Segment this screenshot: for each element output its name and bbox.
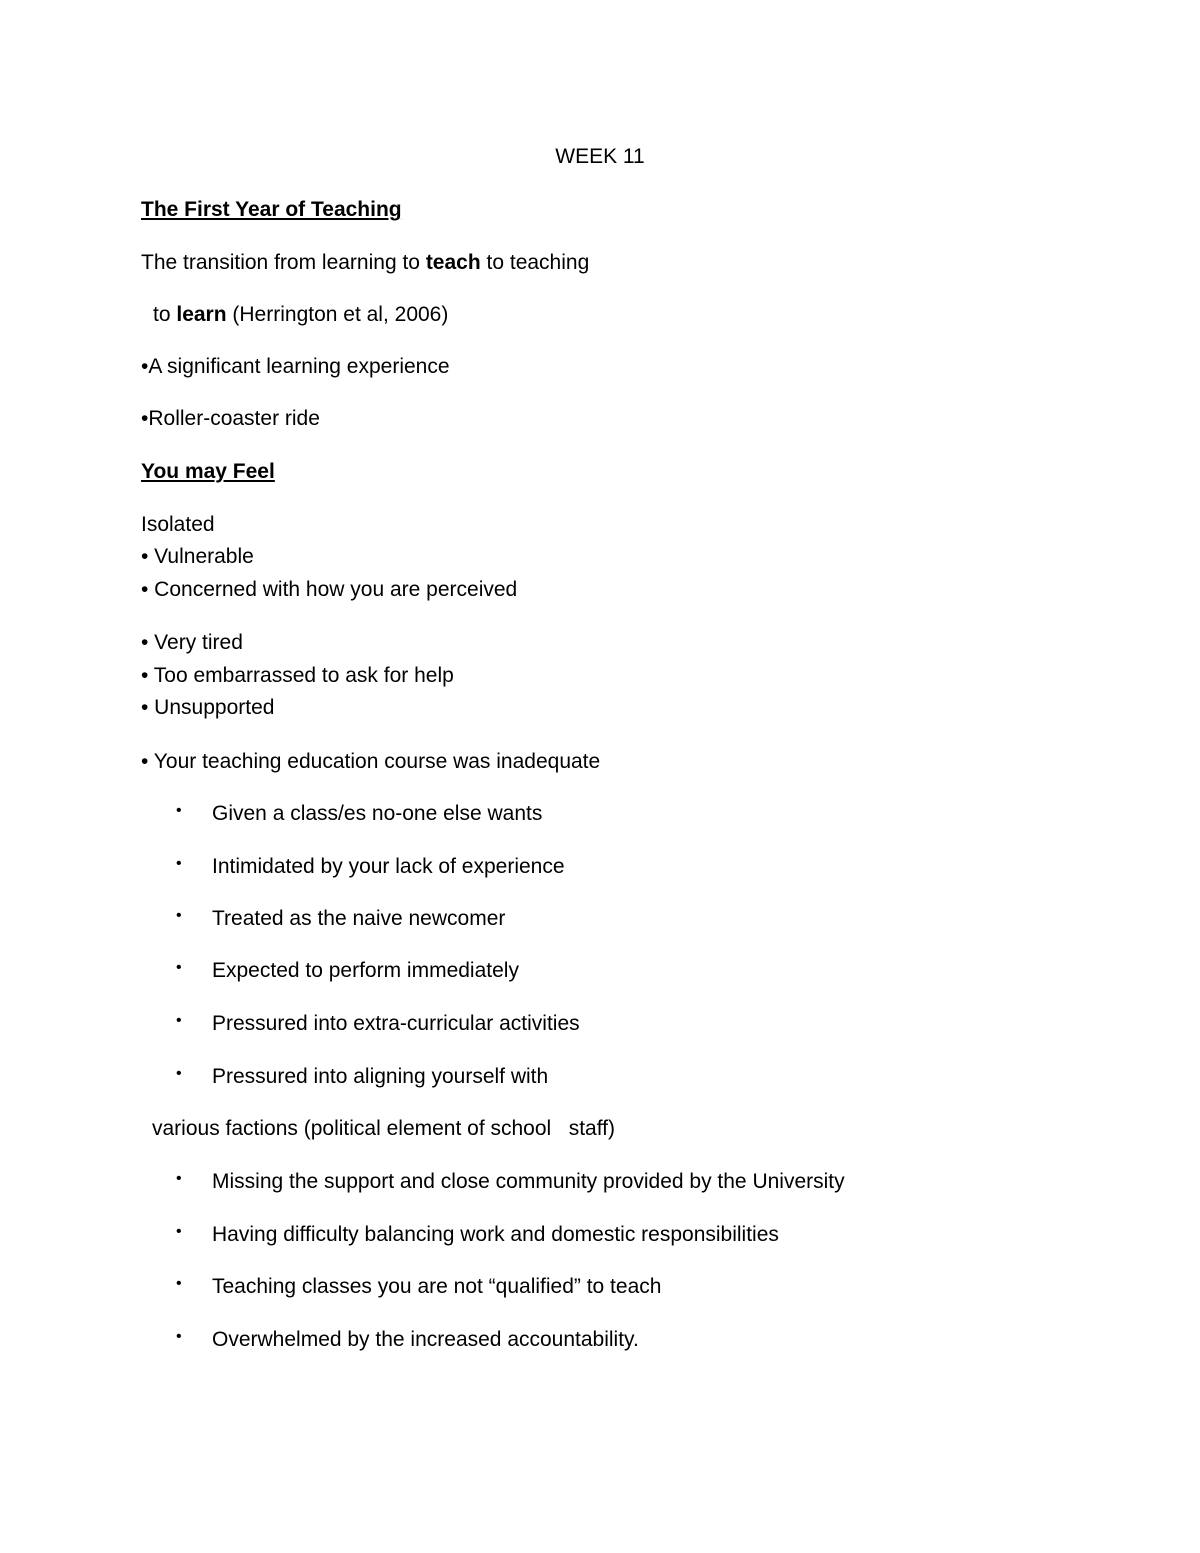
feel-item: • Unsupported <box>141 696 275 719</box>
section-heading-first-year: The First Year of Teaching <box>141 198 402 221</box>
transition-line-2-post: (Herrington et al, 2006) <box>226 303 449 326</box>
transition-line-1-post: to teaching <box>480 251 590 274</box>
bullet-glyph: • <box>176 1065 182 1082</box>
list-item-text: Expected to perform immediately <box>212 959 519 982</box>
feel-item: • Vulnerable <box>141 545 254 568</box>
list-item-text: Pressured into aligning yourself with <box>212 1065 549 1088</box>
transition-line-2 <box>153 304 448 325</box>
feel-item-isolated: Isolated <box>141 513 215 536</box>
bullet-glyph: • <box>176 1012 182 1029</box>
bullet-glyph: • <box>176 802 182 819</box>
list-item-text: Teaching classes you are not “qualified” to teach <box>212 1275 662 1298</box>
bullet-significant-learning: •A significant learning experience <box>141 355 450 378</box>
feel-item: • Too embarrassed to ask for help <box>141 664 454 687</box>
feel-item: • Concerned with how you are perceived <box>141 578 518 601</box>
week-title: WEEK 11 <box>555 145 645 168</box>
list-item-text: Treated as the naive newcomer <box>212 907 506 930</box>
transition-line-1 <box>141 252 589 273</box>
bullet-glyph: • <box>176 959 182 976</box>
bullet-glyph: • <box>176 1223 182 1240</box>
bullet-roller-coaster: •Roller-coaster ride <box>141 407 320 430</box>
transition-line-1-bold: teach <box>425 251 481 274</box>
continuation-line: various factions (political element of school staff) <box>152 1117 615 1140</box>
bullet-glyph: • <box>176 855 182 872</box>
bullet-glyph: • <box>176 1275 182 1292</box>
list-item-text: Intimidated by your lack of experience <box>212 855 565 878</box>
list-item-text: Overwhelmed by the increased accountability. <box>212 1328 639 1351</box>
bullet-glyph: • <box>176 1328 182 1345</box>
list-item-text: Pressured into extra-curricular activities <box>212 1012 580 1035</box>
bullet-glyph: • <box>176 907 182 924</box>
list-item-text: Given a class/es no-one else wants <box>212 802 543 825</box>
section-heading-you-may-feel: You may Feel <box>141 460 275 483</box>
list-item-text: Having difficulty balancing work and domestic responsibilities <box>212 1223 779 1246</box>
transition-line-2-pre: to <box>153 303 177 326</box>
feel-item: • Your teaching education course was inadequate <box>141 750 601 773</box>
transition-line-1-pre: The transition from learning to <box>141 251 426 274</box>
transition-line-2-bold: learn <box>176 303 227 326</box>
bullet-glyph: • <box>176 1170 182 1187</box>
feel-item: • Very tired <box>141 631 243 654</box>
list-item-text: Missing the support and close community provided by the University <box>212 1170 845 1193</box>
